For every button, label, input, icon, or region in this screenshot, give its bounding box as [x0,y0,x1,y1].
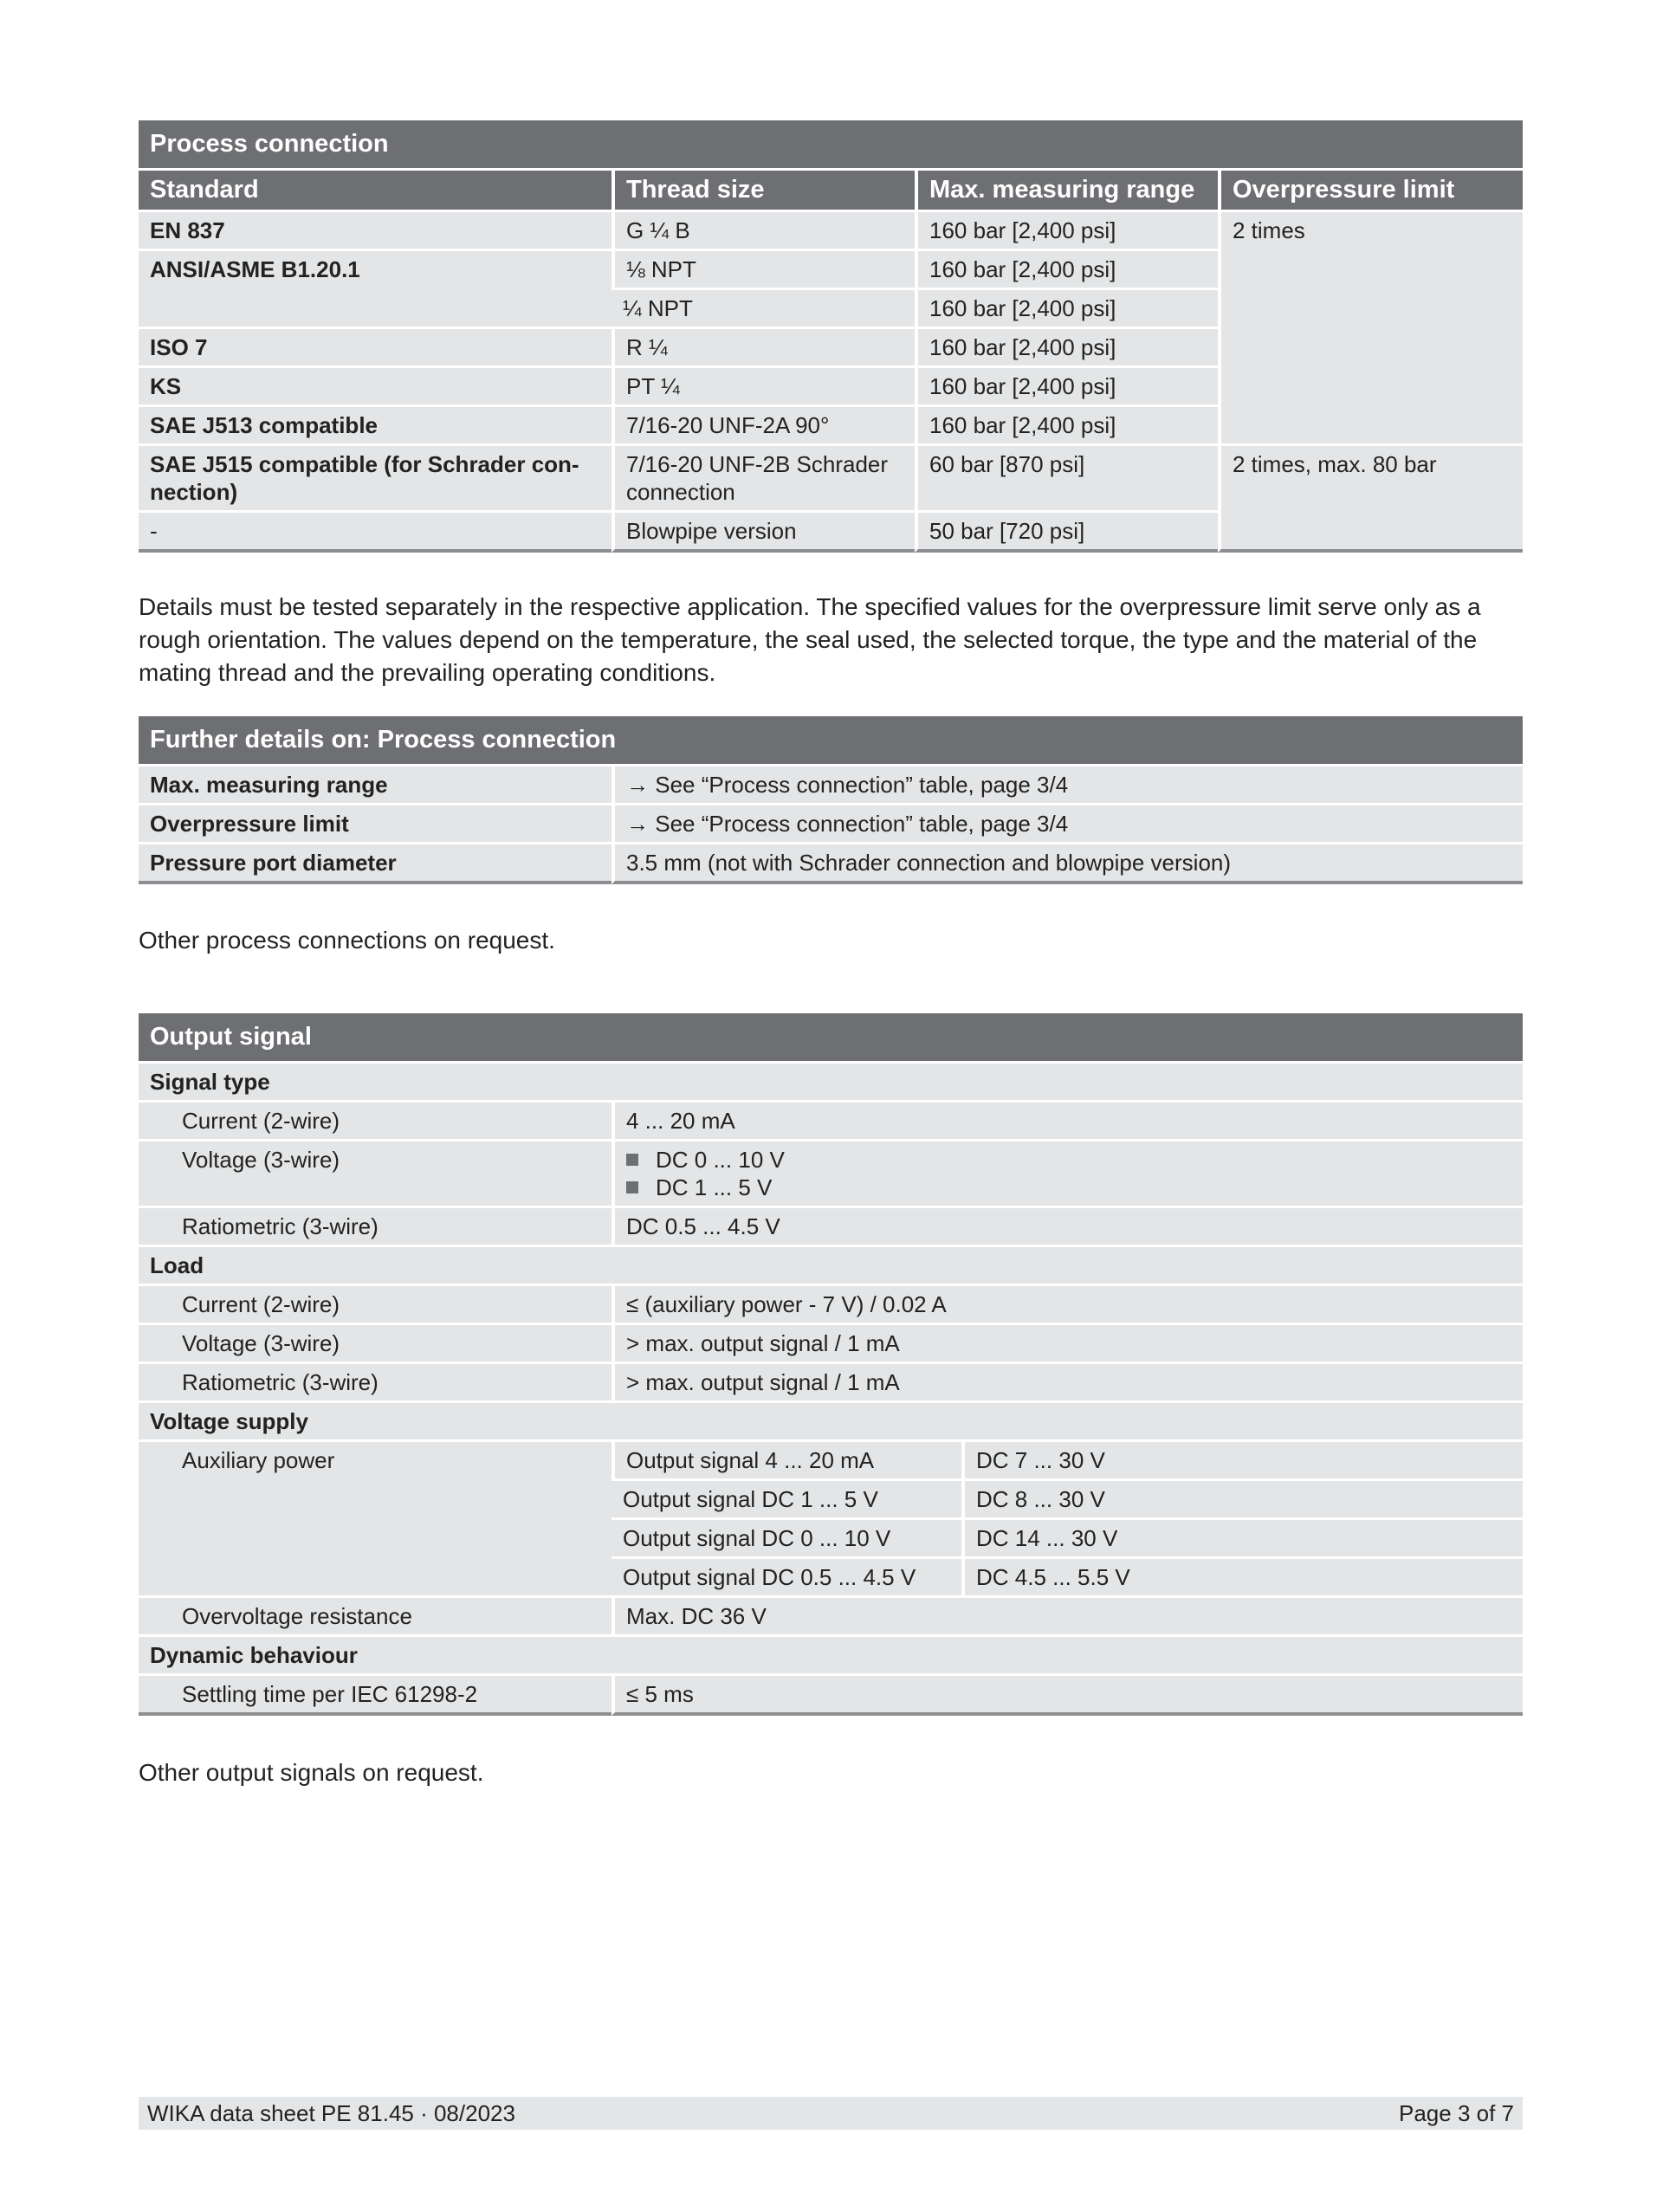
cell-label: Settling time per IEC 61298-2 [139,1676,611,1716]
table-row [139,1442,1523,1478]
section-row [139,1637,1523,1673]
cell-value: Max. DC 36 V [611,1598,1523,1634]
section-load: Load [139,1247,1523,1284]
cell-thread: ¼ NPT [611,290,915,327]
cell-standard: EN 837 [139,212,611,249]
cell-range: 160 bar [2,400 psi] [915,251,1218,288]
cell-value: ≤ 5 ms [611,1676,1523,1716]
cell-label: Ratiometric (3-wire) [139,1364,611,1400]
cell-range: 60 bar [870 psi] [915,446,1218,510]
cell-value: DC 14 ... 30 V [961,1520,1523,1556]
cell-range: 160 bar [2,400 psi] [915,368,1218,404]
list-item-text: DC 1 ... 5 V [656,1174,773,1200]
section-row [139,1247,1523,1284]
table-row [139,446,1523,510]
table-row [139,1103,1523,1139]
cell-range: 160 bar [2,400 psi] [915,329,1218,365]
cell-thread: G ¼ B [611,212,915,249]
cell-value: DC 0.5 ... 4.5 V [611,1208,1523,1245]
section-row [139,1403,1523,1439]
col-header-thread-size: Thread size [611,171,915,210]
cell-value: 4 ... 20 mA [611,1103,1523,1139]
cell-range: 160 bar [2,400 psi] [915,212,1218,249]
cell-thread: 7/16-20 UNF-2B Schrader connection [611,446,915,510]
cell-thread: R ¼ [611,329,915,365]
cell-overpressure: 2 times, max. 80 bar [1218,446,1523,553]
cell-signal: Output signal DC 0.5 ... 4.5 V [611,1559,961,1595]
list-item-text: DC 0 ... 10 V [656,1147,785,1173]
note-overpressure: Details must be tested separately in the respective application. The specified values for the overpressure limit serve only as a rough orientation. The values depend on the temperature, the seal used, the selected torque, the type and the material of the mating thread and the prevailing operating conditions. [139,593,1481,686]
cell-range: 160 bar [2,400 psi] [915,407,1218,443]
table-row [139,1676,1523,1716]
bullet-square-icon [626,1154,638,1166]
section-row [139,1064,1523,1100]
further-details-title: Further details on: Process connection [139,716,1523,764]
further-details-table [139,714,1523,887]
cell-label: Voltage (3-wire) [139,1142,611,1206]
cell-standard: ISO 7 [139,329,611,365]
table-row [139,1286,1523,1323]
cell-standard: SAE J515 compatible (for Schrader con-nection) [139,446,611,510]
cell-label: Current (2-wire) [139,1286,611,1323]
cell-label: Current (2-wire) [139,1103,611,1139]
cell-value: ≤ (auxiliary power - 7 V) / 0.02 A [611,1286,1523,1323]
table-row [139,1364,1523,1400]
footer-datasheet-ref: WIKA data sheet PE 81.45 · 08/2023 [147,2100,515,2126]
cell-thread: Blowpipe version [611,513,915,553]
cell-overpressure: 2 times [1218,212,1523,443]
footer-page-number: Page 3 of 7 [1399,2100,1514,2126]
process-connection-table [139,118,1523,555]
table-row [139,1208,1523,1245]
table-row [139,844,1523,884]
col-header-overpressure: Overpressure limit [1218,171,1523,210]
cell-label: Auxiliary power [139,1442,611,1595]
cell-standard: KS [139,368,611,404]
cell-label: Voltage (3-wire) [139,1325,611,1361]
cell-standard: ANSI/ASME B1.20.1 [139,251,611,327]
output-signal-table [139,1011,1523,1718]
table-row [139,212,1523,249]
page-content [139,118,1523,1789]
cell-value: 3.5 mm (not with Schrader connection and blowpipe version) [611,844,1523,884]
cell-value: DC 7 ... 30 V [961,1442,1523,1478]
cell-signal: Output signal DC 1 ... 5 V [611,1481,961,1517]
col-header-standard: Standard [139,171,611,210]
section-signal-type: Signal type [139,1064,1523,1100]
list-item [626,1146,1523,1174]
cell-label: Overpressure limit [139,805,611,842]
table-row [139,1325,1523,1361]
cell-signal: Output signal DC 0 ... 10 V [611,1520,961,1556]
cell-value: DC 4.5 ... 5.5 V [961,1559,1523,1595]
table-row [139,1598,1523,1634]
cell-thread: PT ¼ [611,368,915,404]
note-output-signals: Other output signals on request. [139,1759,484,1786]
cell-value: → See “Process connection” table, page 3/4 [611,766,1523,803]
table-row [139,805,1523,842]
output-signal-title: Output signal [139,1013,1523,1061]
cell-value: > max. output signal / 1 mA [611,1325,1523,1361]
cell-value: DC 8 ... 30 V [961,1481,1523,1517]
cell-label: Ratiometric (3-wire) [139,1208,611,1245]
table-row [139,1142,1523,1206]
cell-signal: Output signal 4 ... 20 mA [611,1442,961,1478]
cell-thread: 7/16-20 UNF-2A 90° [611,407,915,443]
cell-thread: ⅛ NPT [611,251,915,288]
cell-label: Max. measuring range [139,766,611,803]
cell-range: 50 bar [720 psi] [915,513,1218,553]
bullet-square-icon [626,1181,638,1193]
cell-range: 160 bar [2,400 psi] [915,290,1218,327]
cell-standard: SAE J513 compatible [139,407,611,443]
list-item [626,1174,1523,1201]
section-voltage-supply: Voltage supply [139,1403,1523,1439]
cell-value: → See “Process connection” table, page 3/4 [611,805,1523,842]
cell-standard: - [139,513,611,553]
table-row [139,766,1523,803]
col-header-max-range: Max. measuring range [915,171,1218,210]
cell-value-list [611,1142,1523,1206]
process-connection-title: Process connection [139,120,1523,168]
note-process-connections: Other process connections on request. [139,927,555,954]
page-footer [139,2097,1523,2130]
section-dynamic-behaviour: Dynamic behaviour [139,1637,1523,1673]
cell-value: > max. output signal / 1 mA [611,1364,1523,1400]
cell-label: Pressure port diameter [139,844,611,884]
cell-label: Overvoltage resistance [139,1598,611,1634]
